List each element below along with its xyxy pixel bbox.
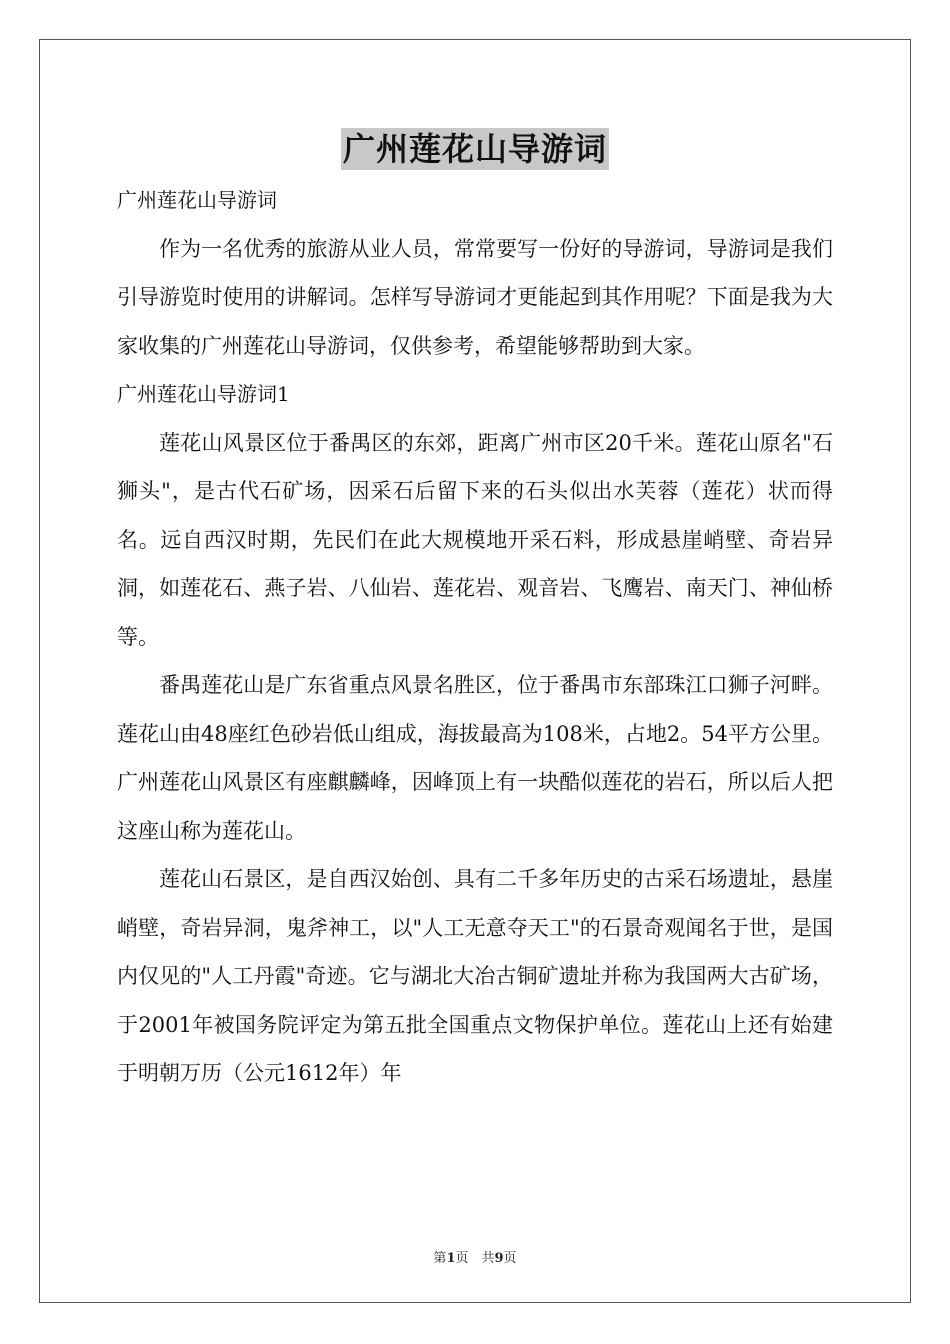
body-paragraph: 作为一名优秀的旅游从业人员，常常要写一份好的导游词，导游词是我们引导游览时使用的讲解词。怎样写导游词才更能起到其作用呢？下面是我为大家收集的广州莲花山导游词，仅供参考，希望能够帮助到大家。 xyxy=(117,236,833,358)
page-footer xyxy=(0,1247,950,1266)
document-title: 广州莲花山导游词 xyxy=(342,130,607,168)
page-mid: 页 共 xyxy=(455,1251,495,1266)
page-suffix: 页 xyxy=(503,1251,517,1266)
document-body xyxy=(117,176,833,1098)
section-heading: 广州莲花山导游词 xyxy=(117,188,277,212)
body-paragraph: 番禺莲花山是广东省重点风景名胜区，位于番禺市东部珠江口狮子河畔。莲花山由48座红色砂岩低山组成，海拔最高为108米，占地2。54平方公里。广州莲花山风景区有座麒麟峰，因峰顶上有一块酷似莲花的岩石，所以后人把这座山称为莲花山。 xyxy=(117,673,833,843)
page-total: 9 xyxy=(494,1251,504,1266)
body-paragraph: 莲花山石景区，是自西汉始创、具有二千多年历史的古采石场遗址，悬崖峭壁，奇岩异洞，鬼斧神工，以"人工无意夺天工"的石景奇观闻名于世，是国内仅见的"人工丹霞"奇迹。它与湖北大冶古铜矿遗址并称为我国两大古矿场，于2001年被国务院评定为第五批全国重点文物保护单位。莲花山上还有始建于明朝万历（公元1612年）年 xyxy=(117,867,833,1085)
page-current: 1 xyxy=(446,1251,456,1266)
page-prefix: 第 xyxy=(433,1251,447,1266)
section-heading: 广州莲花山导游词1 xyxy=(117,382,290,406)
body-paragraph: 莲花山风景区位于番禺区的东郊，距离广州市区20千米。莲花山原名"石狮头"，是古代石矿场，因采石后留下来的石头似出水芙蓉（莲花）状而得名。远自西汉时期，先民们在此大规模地开采石料，形成悬崖峭壁、奇岩异洞，如莲花石、燕子岩、八仙岩、莲花岩、观音岩、飞鹰岩、南天门、神仙桥等。 xyxy=(117,430,833,649)
title-container xyxy=(0,128,950,170)
